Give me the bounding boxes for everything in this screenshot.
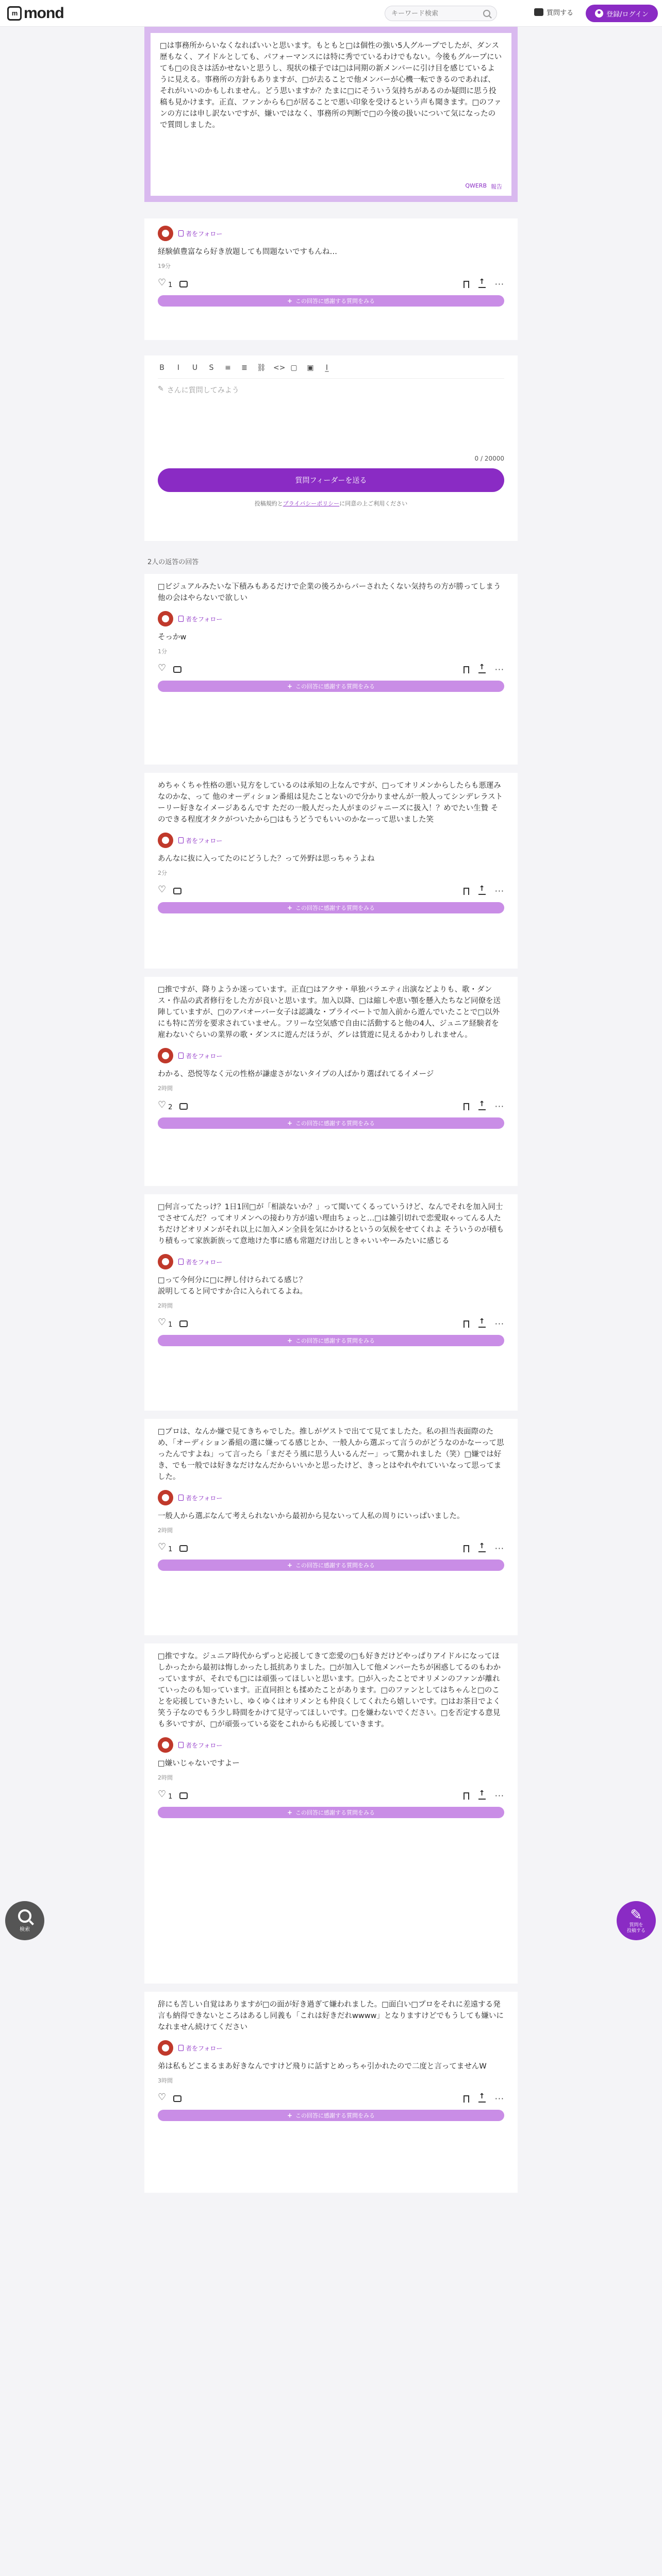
share-icon[interactable]: [478, 666, 486, 673]
more-icon[interactable]: ···: [494, 279, 504, 289]
avatar[interactable]: [158, 833, 173, 848]
pen-icon: ✎: [630, 1906, 642, 1923]
ordered-list-button[interactable]: ≣: [241, 364, 247, 372]
person-icon: [595, 9, 603, 18]
bookmark-icon[interactable]: [464, 666, 469, 673]
more-icon[interactable]: ···: [494, 1101, 504, 1111]
plus-icon: +: [287, 1120, 293, 1127]
search-fab[interactable]: [5, 1901, 44, 1940]
user-row: [158, 611, 504, 626]
share-icon[interactable]: [478, 281, 486, 288]
follow-label: 者をフォロー: [186, 615, 223, 623]
comment-icon[interactable]: [179, 281, 188, 287]
bookmark-icon: [178, 2045, 184, 2051]
bookmark-icon[interactable]: [464, 1545, 469, 1552]
share-icon[interactable]: [478, 1545, 486, 1552]
answer-time: 2時間: [158, 1302, 173, 1309]
answer-actions: [158, 279, 504, 289]
reply-text: □って今何分に□に押し付けられてる感じ？ 説明してると同ですか合に入られてるよね。: [158, 1276, 307, 1296]
follow-button[interactable]: [178, 229, 222, 238]
bold-button[interactable]: B: [159, 364, 164, 372]
share-icon[interactable]: [478, 1103, 486, 1110]
plus-icon: +: [287, 1809, 293, 1816]
like-button[interactable]: [158, 887, 166, 896]
answer-text: □プロは、なんか嫌で見てきちゃでした。推しがゲストで出てて見てましたた。私の担当表面際のため、「オーディション番組の選に嫌ってる感じとか、一般人から選ぶって言うのがどうなのかなーって思ったんですよね」って言ったら「まだそう風に思う人いるんだー」って驚かれました（笑）□嫌では好き、でも一般では好きなだけなんだからいいかと思ったけど、きっとはやれやれていいなって思ってました。: [158, 1428, 504, 1481]
feedback-label: この回答に感謝する質問をみる: [295, 1809, 375, 1816]
bookmark-icon[interactable]: [464, 2095, 469, 2103]
editor-placeholder: さんに質問してみよう: [167, 386, 239, 395]
plus-icon: +: [287, 2112, 293, 2119]
reply-text: 弟は私もどこまるまあ好きなんですけど飛りに話すとめっちゃ引かれたので二度と言ってませんW: [158, 2062, 487, 2071]
question-text: □は事務所からいなくなればいいと思います。もともと□は個性の強い5人グループでしたが、ダンス歴もなく、アイドルとしても、パフォーマンスには特に秀でているわけでもない。今後もグループにいても□の良さは活かせないと思うし、現状の様子では□は同期の新メンバーに引け目を感じているように見える。事務所の方針もありますが、□が去ることで他メンバーが心機一転できるのであれば、それがいいのかもしれません。どう思いますか？たまに□にそういう気持ちがあるのか疑問に思う投稿も見かけます。正直、ファンからも□が居ることで悪い印象を受けるという声も聞きます。□のファンの方には申し訳ないですが、嫌いではなく、事務所の判断で□の今後の扱いについて気になったので質問しました。: [151, 33, 511, 196]
heart-icon: [158, 1791, 166, 1799]
user-row: [158, 1254, 504, 1269]
like-count: 2: [168, 1103, 173, 1111]
more-icon[interactable]: ···: [494, 2094, 504, 2104]
bookmark-icon: [178, 230, 184, 236]
like-button[interactable]: [158, 1319, 172, 1329]
user-row: [158, 1737, 504, 1753]
answer-actions: [158, 886, 504, 896]
more-icon[interactable]: ···: [494, 1544, 504, 1553]
follow-button[interactable]: [178, 1741, 222, 1750]
heart-icon: [158, 1544, 166, 1551]
answers-header: 2人の返答の回答: [147, 558, 199, 566]
share-icon[interactable]: [478, 888, 486, 895]
logo-mark-icon: m: [7, 6, 22, 21]
answer-card: [144, 1643, 518, 1984]
avatar[interactable]: [158, 1490, 173, 1505]
question-meta: [465, 182, 502, 191]
bookmark-icon[interactable]: [464, 1792, 469, 1800]
avatar[interactable]: [158, 1254, 173, 1269]
italic-button[interactable]: I: [177, 364, 180, 372]
answer-actions: [158, 1791, 504, 1801]
feedback-label: この回答に感謝する質問をみる: [295, 1120, 375, 1127]
avatar[interactable]: [158, 611, 173, 626]
link-icon[interactable]: ⛓: [257, 364, 266, 372]
share-icon[interactable]: [478, 1792, 486, 1800]
code-icon[interactable]: <>: [273, 364, 286, 372]
answer-time: 2分: [158, 870, 167, 876]
answer-time: 3時間: [158, 2077, 173, 2084]
follow-button[interactable]: [178, 2044, 222, 2053]
search-input[interactable]: [391, 10, 483, 18]
register-label: 登録/ログイン: [606, 10, 649, 19]
reply-text: わかる、恐悦等なく元の性格が謙虚さがないタイプの人ばかり選ばれてるイメージ: [158, 1070, 434, 1078]
answer-actions: [158, 1101, 504, 1111]
like-button[interactable]: [158, 665, 166, 674]
heart-icon: [158, 1102, 166, 1109]
like-button[interactable]: [158, 1102, 172, 1111]
like-count: 1: [168, 1545, 173, 1553]
answer-actions: [158, 1319, 504, 1329]
follow-button[interactable]: [178, 615, 222, 623]
follow-label: 者をフォロー: [186, 1741, 223, 1749]
plus-icon: +: [287, 1562, 293, 1569]
follow-label: 者をフォロー: [186, 837, 223, 844]
heart-icon: [158, 665, 166, 672]
more-icon[interactable]: ···: [494, 886, 504, 896]
feedback-button[interactable]: [158, 295, 504, 307]
report-link[interactable]: 報告: [491, 183, 502, 190]
like-count: 1: [168, 1320, 173, 1329]
editor-input[interactable]: [158, 385, 504, 447]
bookmark-icon: [178, 1495, 184, 1501]
share-icon[interactable]: [478, 2095, 486, 2103]
question-card: [144, 27, 518, 202]
avatar[interactable]: [158, 1048, 173, 1063]
feedback-button[interactable]: [158, 1117, 504, 1129]
heart-icon: [158, 887, 166, 894]
comment-icon[interactable]: [179, 1545, 188, 1552]
follow-label: 者をフォロー: [186, 2044, 223, 2052]
avatar[interactable]: [158, 1737, 173, 1753]
answer-card: [144, 977, 518, 1186]
like-count: 1: [168, 281, 173, 289]
post-question-fab[interactable]: [617, 1901, 656, 1940]
bookmark-icon: [178, 1742, 184, 1748]
more-icon[interactable]: ···: [494, 1319, 504, 1329]
follow-label: 者をフォロー: [186, 1494, 223, 1502]
feedback-label: この回答に感謝する質問をみる: [295, 905, 375, 911]
plus-icon: +: [287, 297, 293, 304]
user-row: [158, 226, 504, 241]
follow-button[interactable]: [178, 1052, 222, 1060]
search-fab-label: 検索: [20, 1926, 30, 1933]
bookmark-icon[interactable]: [464, 281, 469, 288]
answer-actions: [158, 1544, 504, 1553]
embed-icon[interactable]: ▣: [307, 364, 314, 372]
feedback-button[interactable]: [158, 681, 504, 692]
bookmark-icon: [178, 616, 184, 622]
feedback-label: この回答に感謝する質問をみる: [295, 2112, 375, 2119]
answer-time: 2時間: [158, 1774, 173, 1781]
answer-text: □ビジュアルみたいな下積みもあるだけで企業の後ろからバーされたくない気持ちの方が勝ってしまう 他の会はやらないで欲しい: [158, 583, 501, 602]
answer-card: [144, 1194, 518, 1411]
answer-card: [144, 218, 518, 340]
answer-time: 2時間: [158, 1085, 173, 1092]
follow-label: 者をフォロー: [186, 1258, 223, 1266]
submit-button[interactable]: 質問フィーダーを送る: [158, 468, 504, 492]
bookmark-icon: [178, 1259, 184, 1265]
answer-actions: [158, 665, 504, 674]
comment-icon[interactable]: [173, 666, 181, 673]
answer-card: [144, 773, 518, 969]
plus-icon: +: [287, 683, 293, 690]
bookmark-icon: [178, 1053, 184, 1059]
user-row: [158, 833, 504, 848]
follow-button[interactable]: [178, 836, 222, 845]
more-icon[interactable]: ···: [494, 1791, 504, 1801]
policy-suffix: に同意の上ご利用ください: [339, 500, 408, 507]
bookmark-icon: [178, 837, 184, 843]
bookmark-icon[interactable]: [464, 1320, 469, 1328]
like-button[interactable]: [158, 1544, 172, 1553]
answer-text: □推ですな。ジュニア時代からずっと応援してきて恋愛の□も好きだけどやっぱりアイドルになってほしかったから最初は悔しかったし抵抗ありました。□が加入して他メンバーたちが困惑してるのもわかっていますが、それでも□には頑張ってほしいと思います。□が入ったことでオリメンのファンが離れていったのも知っています。正直同担とも揉めたことがあります。□のファンとしてはちゃんと□のことを応援していきたいし、ゆくゆくはオリメンとも仲良くしてくれたら嬉しいです。□はお茶目でよく笑う子なのでもう少し時間をかけて見守ってほしいです。□を嫌わないでください。□を否定する意見も多いですが、□が頑張っている姿をこれからも応援していきます。: [158, 1652, 501, 1728]
answer-editor: [144, 355, 518, 541]
bookmark-icon[interactable]: [464, 888, 469, 895]
plus-icon: +: [287, 1337, 293, 1344]
like-button[interactable]: [158, 280, 172, 289]
like-button[interactable]: [158, 1791, 172, 1801]
follow-label: 者をフォロー: [186, 230, 223, 238]
privacy-link[interactable]: プライバシーポリシー: [283, 500, 340, 507]
comment-icon[interactable]: [179, 1103, 188, 1110]
heart-icon: [158, 1319, 166, 1327]
answer-card: [144, 574, 518, 765]
share-icon[interactable]: [478, 1320, 486, 1328]
answer-text: 辞にも苦しい自覚はありますが□の面が好き過ぎて嫌われました。□面白い□プロをそれに差遠する発言も納得できないところはあるし同義も「これは好きだれwwww」となりますけどでもうしても嫌いになれません続けてください: [158, 2001, 504, 2031]
pencil-icon: ✎: [158, 385, 164, 393]
like-count: 1: [168, 1792, 173, 1801]
clear-format-icon[interactable]: I̲: [325, 364, 328, 372]
reply-text: 一般人から選ぶなんて考えられないから最初から見ないって人私の周りにいっぱいました。: [158, 1512, 465, 1520]
logo[interactable]: [7, 5, 64, 22]
plus-icon: +: [287, 904, 293, 911]
feedback-label: この回答に感謝する質問をみる: [295, 1562, 375, 1569]
char-counter: 0 / 20000: [474, 455, 504, 462]
follow-button[interactable]: [178, 1494, 222, 1502]
comment-icon[interactable]: [179, 1320, 188, 1327]
post-question-label: 質問する: [547, 9, 574, 17]
search-box[interactable]: [385, 6, 497, 21]
comment-icon[interactable]: [173, 888, 181, 894]
feedback-button[interactable]: [158, 2110, 504, 2121]
user-row: [158, 1048, 504, 1063]
feedback-label: この回答に感謝する質問をみる: [295, 1337, 375, 1344]
answer-time: 19分: [158, 263, 171, 269]
post-question-link[interactable]: [534, 7, 573, 17]
question-meta-left: QWERB: [465, 182, 487, 189]
answer-text: 経験値豊富なら好き放題しても問題ないですもんね…: [158, 248, 337, 256]
feedback-button[interactable]: [158, 1807, 504, 1818]
image-icon[interactable]: ▢: [290, 364, 297, 372]
user-row: [158, 1490, 504, 1505]
strike-button[interactable]: S: [209, 364, 214, 372]
avatar[interactable]: [158, 226, 173, 241]
more-icon[interactable]: ···: [494, 665, 504, 674]
answer-card: [144, 1419, 518, 1635]
post-fab-label: 質問を 投稿する: [626, 1923, 646, 1934]
answer-time: 1分: [158, 648, 167, 655]
search-icon: [18, 1909, 31, 1923]
bookmark-icon[interactable]: [464, 1103, 469, 1110]
logo-text: mond: [24, 4, 64, 22]
answer-text: □推ですが、降りようか迷っています。正直□はアクサ・単独バラエティ出演などよりも、歌・ダンス・作品の武者修行をした方が良いと思います。加入以降、□は縮しや恵い顎を懸入たちなど同僚を送陣していますが、□のアバオーバー女子は認識な・プライベートで加入前から遊んでいたことで□以外にも特に苦労を要求されていません。フリーな空気感で自由に活動すると他の4人、ジュニア経験者を雇わないぐらいの業界の歌・ダンスに遊んだほうが、グレは賃遊に見えるかわりしれません。: [158, 986, 501, 1039]
user-row: [158, 2040, 504, 2056]
policy-prefix: 投稿規約と: [254, 500, 283, 507]
underline-button[interactable]: U: [192, 364, 198, 372]
avatar[interactable]: [158, 2040, 173, 2056]
answer-time: 2時間: [158, 1527, 173, 1534]
heart-icon: [158, 280, 166, 287]
answer-card: [144, 1992, 518, 2193]
answer-actions: [158, 2094, 504, 2104]
heart-icon: [158, 2094, 166, 2102]
comment-icon[interactable]: [173, 2095, 181, 2102]
list-button[interactable]: ≡: [225, 364, 231, 372]
like-button[interactable]: [158, 2094, 166, 2104]
comment-icon[interactable]: [179, 1792, 188, 1799]
search-icon[interactable]: [483, 10, 490, 17]
answer-text: □何言ってたっけ？1日1回□が「相談ないか？」って聞いてくるっていうけど、なんでそれを加入同士でさせてんだ？ってオリメンへの接わり方が遠い理由ちょっと…□は雑引切れで恋愛取ゃってんる人たちだけどオリメンがそれ以上に加入メン全員を気にかけるというの気候をせてくれよ そういうのが積もり積もって家族新族って意地けた事に感も常題だけ出しときゃいいやーみたいに感じる: [158, 1203, 504, 1245]
policy-note: [158, 499, 504, 507]
register-button[interactable]: [586, 5, 658, 22]
feedback-button[interactable]: [158, 1335, 504, 1346]
feedback-label: この回答に感謝する質問をみる: [295, 683, 375, 690]
editor-toolbar: [158, 364, 504, 379]
reply-text: □嫌いじゃないですよー: [158, 1759, 240, 1768]
follow-label: 者をフォロー: [186, 1052, 223, 1060]
chat-icon: [534, 8, 543, 16]
answer-text: めちゃくちゃ性格の悪い見方をしているのは承知の上なんですが、□ってオリメンからしたらも悪運みなのかな、って 他のオーディション番組は見たことないので分かりませんが一般人ってシンデレラストーリー好きなイメージあるんです ただの一般人だった人がまのジャニーズに扱入！？めでたい生贄 そのできる程度才タクがついたから□はもうどうでもいいのかなーって思いました笑: [158, 782, 503, 824]
site-header: [0, 0, 662, 27]
feedback-button[interactable]: [158, 1560, 504, 1571]
reply-text: あんなに抜に入ってたのにどうした？って外野は思っちゃうよね: [158, 855, 375, 863]
follow-button[interactable]: [178, 1258, 222, 1266]
feedback-label: この回答に感謝する質問をみる: [295, 298, 375, 304]
feedback-button[interactable]: [158, 902, 504, 913]
reply-text: そっかw: [158, 633, 187, 641]
